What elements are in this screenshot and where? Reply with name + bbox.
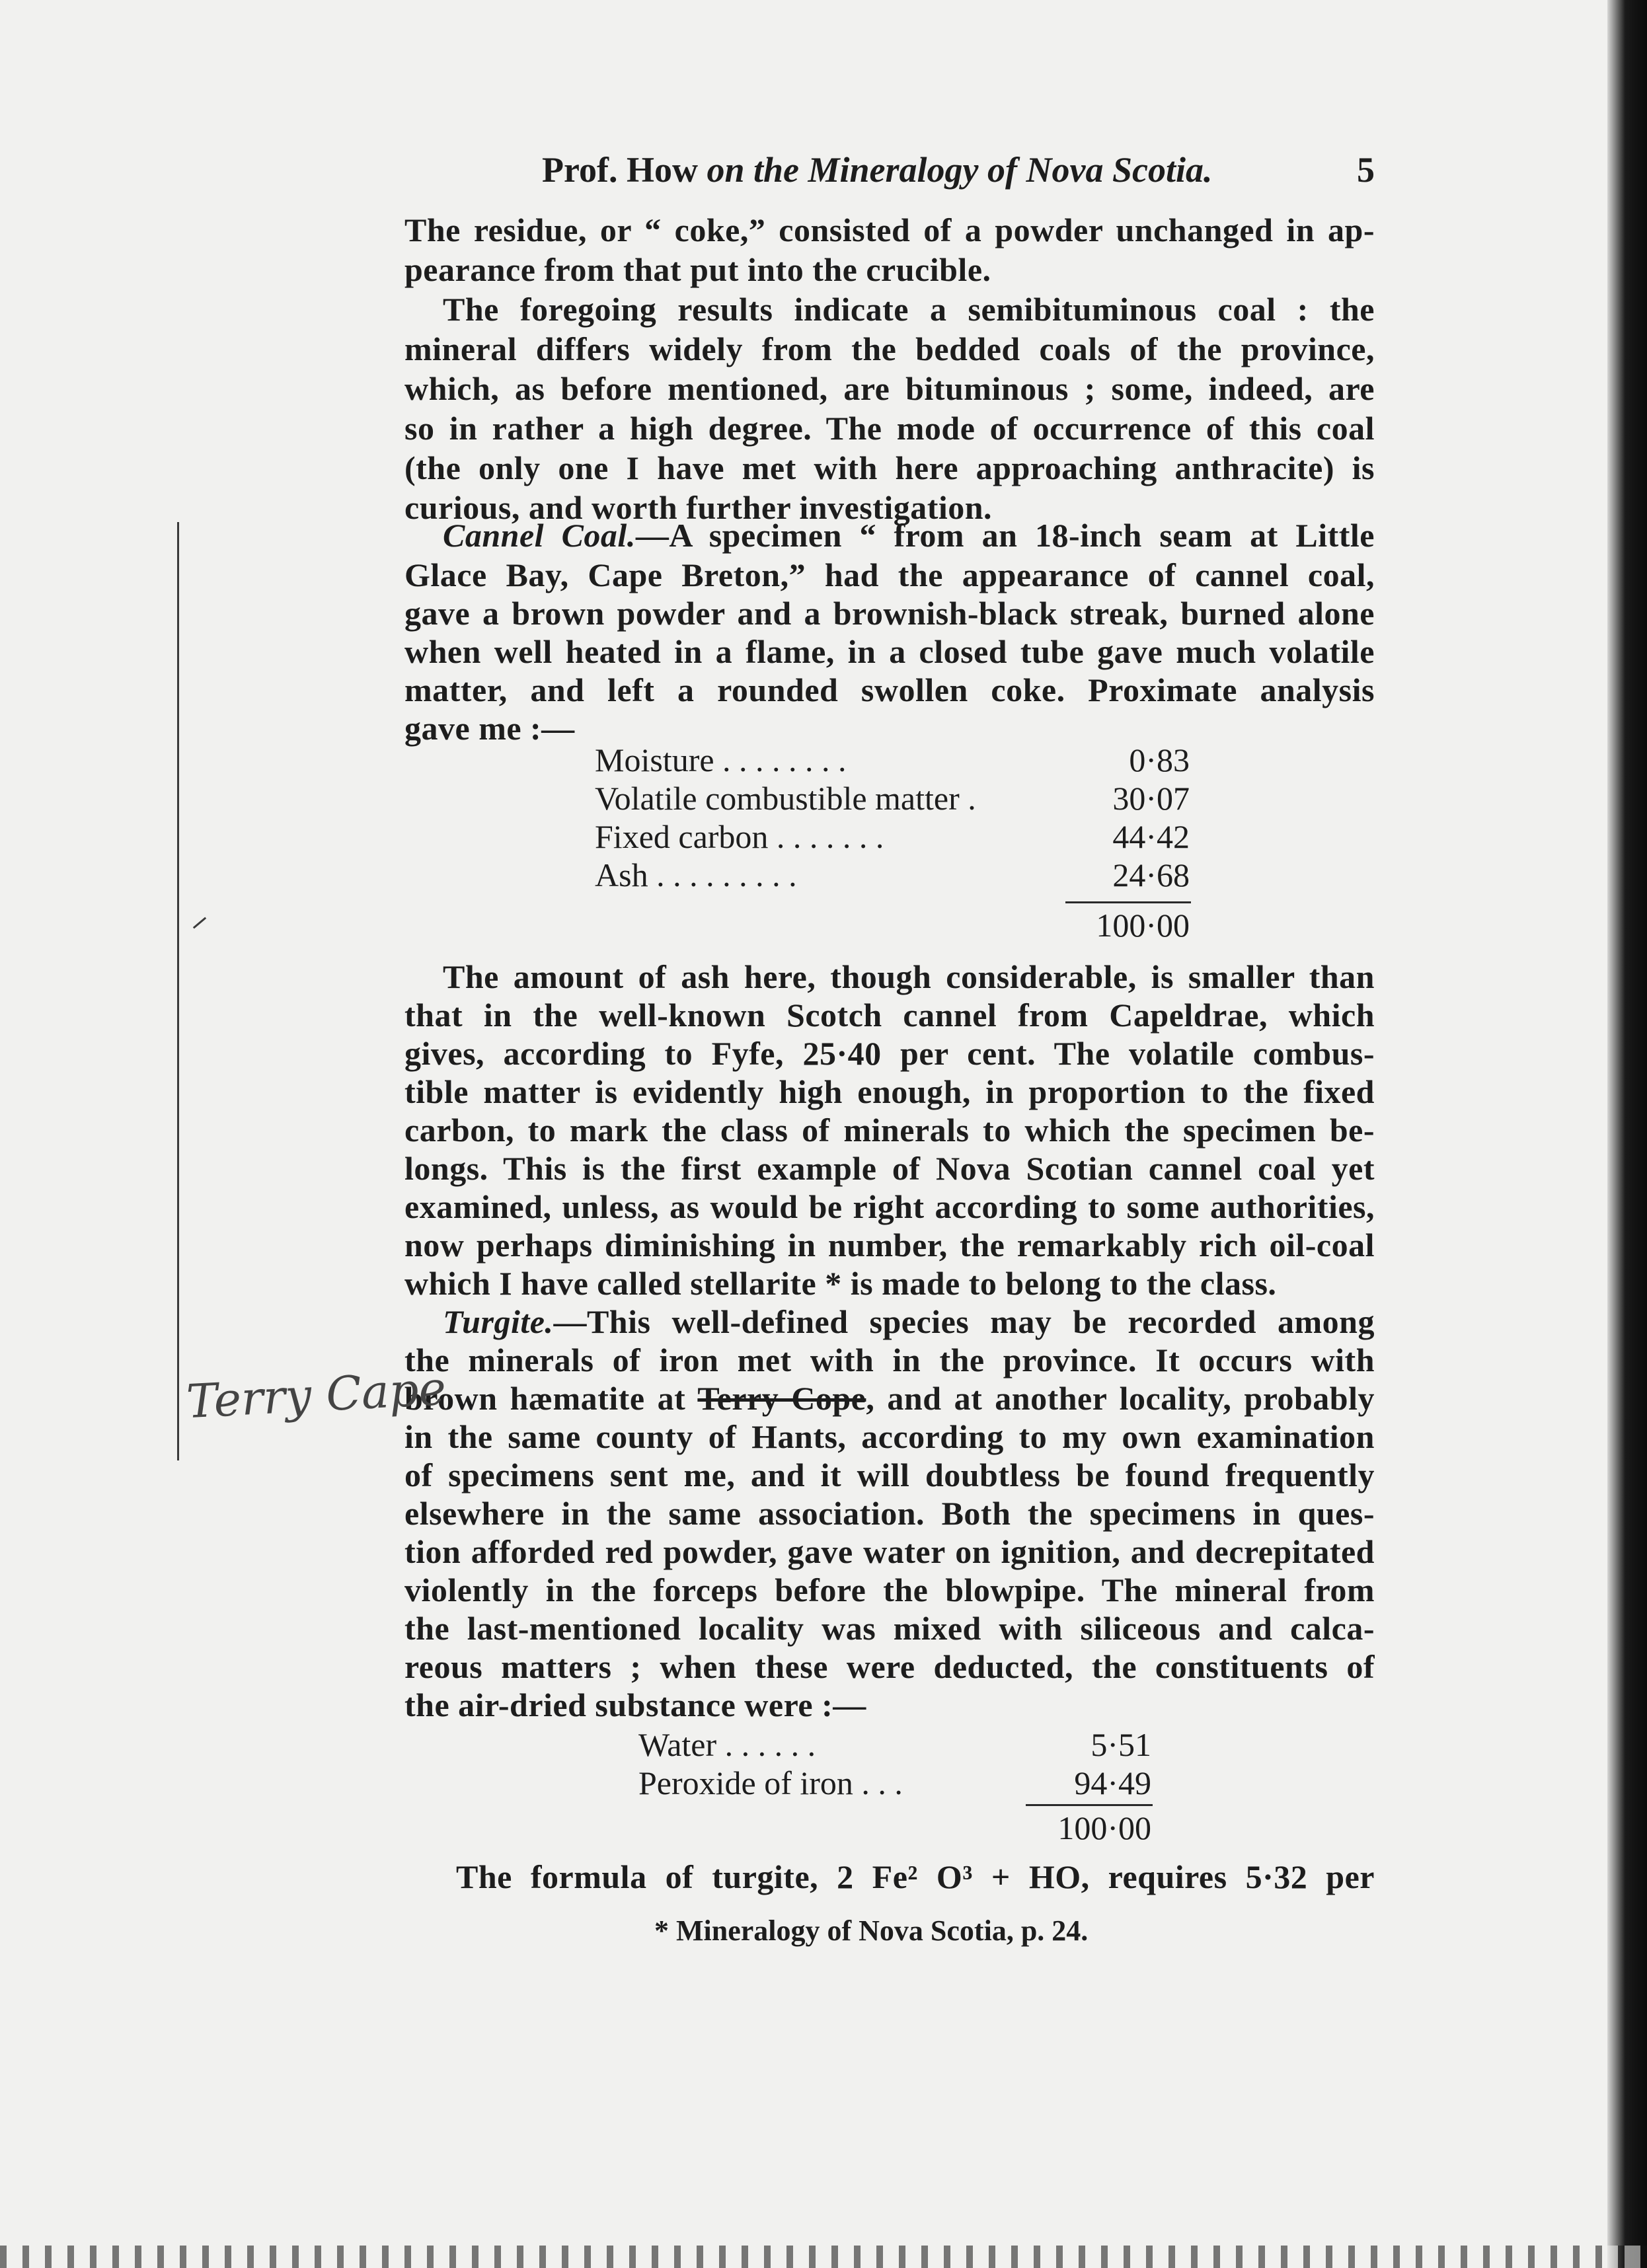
text-line: gives, according to Fyfe, 25·40 per cent. The volatile combus- (404, 1035, 1375, 1072)
text-line: Glace Bay, Cape Breton,” had the appearance of cannel coal, (404, 556, 1375, 593)
table-row-label: Moisture . . . . . . . . (595, 741, 847, 778)
table-row-value: 0·83 (1129, 741, 1190, 778)
table-row-value: 30·07 (1112, 780, 1190, 817)
text-line: elsewhere in the same association. Both the specimens in ques- (404, 1495, 1375, 1532)
text-line: longs. This is the first example of Nova Scotian cannel coal yet (404, 1150, 1375, 1187)
running-header (542, 149, 1375, 196)
table-row-value: 44·42 (1112, 818, 1190, 855)
text-line: matter, and left a rounded swollen coke. Proximate analysis (404, 671, 1375, 708)
margin-pencil-line (177, 522, 179, 1460)
text-line: mineral differs widely from the bedded coals of the province, (404, 330, 1375, 367)
section-heading-turgite: Turgite. (443, 1303, 554, 1340)
text-line: pearance from that put into the crucible. (404, 251, 991, 288)
table-row-label: Volatile combustible matter . (595, 780, 976, 817)
text-line: reous matters ; when these were deducted, the constituents of (404, 1648, 1375, 1685)
text-line: carbon, to mark the class of minerals to which the specimen be- (404, 1112, 1375, 1149)
table-row-label: Peroxide of iron . . . (638, 1764, 903, 1801)
running-title: Prof. How on the Mineralogy of Nova Scotia. (542, 150, 1213, 190)
text-line: tible matter is evidently high enough, in proportion to the fixed (404, 1073, 1375, 1110)
sum-rule (1026, 1804, 1153, 1806)
table-row-label: Fixed carbon . . . . . . . (595, 818, 884, 855)
text-line: of specimens sent me, and it will doubtless be found frequently (404, 1456, 1375, 1493)
text-line: the air-dried substance were :— (404, 1686, 866, 1723)
text-line: now perhaps diminishing in number, the remarkably rich oil-coal (404, 1227, 1375, 1264)
text-line: so in rather a high degree. The mode of occurrence of this coal (404, 410, 1375, 447)
text-line: which, as before mentioned, are bituminous ; some, indeed, are (404, 370, 1375, 407)
text-line: tion afforded red powder, gave water on ignition, and decrepitated (404, 1533, 1375, 1570)
text-line: brown hæmatite at Terry Cope, and at another locality, probably (404, 1380, 1375, 1417)
table-total: 100·00 (1057, 1809, 1151, 1846)
text-line: The amount of ash here, though considerable, is smaller than (443, 958, 1375, 995)
table-row-label: Water . . . . . . (638, 1726, 816, 1763)
table-total: 100·00 (1096, 907, 1190, 944)
text-line: examined, unless, as would be right according to some authorities, (404, 1188, 1375, 1225)
footnote: * Mineralogy of Nova Scotia, p. 24. (654, 1914, 1089, 1947)
text-line: (the only one I have met with here approaching anthracite) is (404, 449, 1375, 486)
proximate-analysis-table (595, 740, 1190, 952)
text-line: curious, and worth further investigation. (404, 489, 993, 526)
turgite-paragraph-start: Turgite.—This well-defined species may be recorded among (443, 1303, 1375, 1340)
text-line: gave a brown powder and a brownish-black streak, burned alone (404, 595, 1375, 632)
turgite-analysis-table (638, 1725, 1151, 1857)
table-row-label: Ash . . . . . . . . . (595, 856, 797, 893)
text-line: which I have called stellarite * is made to belong to the class. (404, 1265, 1277, 1302)
text-line: gave me :— (404, 710, 575, 747)
text-line: the last-mentioned locality was mixed with siliceous and calca- (404, 1610, 1375, 1647)
text-line: that in the well-known Scotch cannel from Capeldrae, which (404, 997, 1375, 1034)
page-edge-shadow (1607, 0, 1647, 2268)
text-line: in the same county of Hants, according to my own examination (404, 1418, 1375, 1455)
cannel-coal-paragraph-start: Cannel Coal.—A specimen “ from an 18-inch seam at Little (443, 517, 1375, 554)
text-line: when well heated in a flame, in a closed tube gave much volatile (404, 633, 1375, 670)
text-line: The formula of turgite, 2 Fe² O³ + HO, requires 5·32 per (456, 1858, 1375, 1895)
table-row-value: 24·68 (1112, 856, 1190, 893)
table-row-value: 94·49 (1074, 1764, 1151, 1801)
text-line: the minerals of iron met with in the province. It occurs with (404, 1342, 1375, 1379)
text-line: The foregoing results indicate a semibituminous coal : the (443, 291, 1375, 328)
sum-rule (1065, 901, 1191, 903)
struck-through-locality: Terry Cope (697, 1380, 866, 1417)
table-row-value: 5·51 (1091, 1726, 1151, 1763)
text-line: The residue, or “ coke,” consisted of a powder unchanged in ap- (404, 211, 1375, 248)
section-heading-cannel-coal: Cannel Coal. (443, 517, 636, 554)
page-number: 5 (1357, 150, 1375, 190)
text-line: violently in the forceps before the blowpipe. The mineral from (404, 1571, 1375, 1608)
scan-bottom-band (0, 2246, 1647, 2268)
margin-handwritten-note: Terry Cape (185, 1361, 447, 1429)
